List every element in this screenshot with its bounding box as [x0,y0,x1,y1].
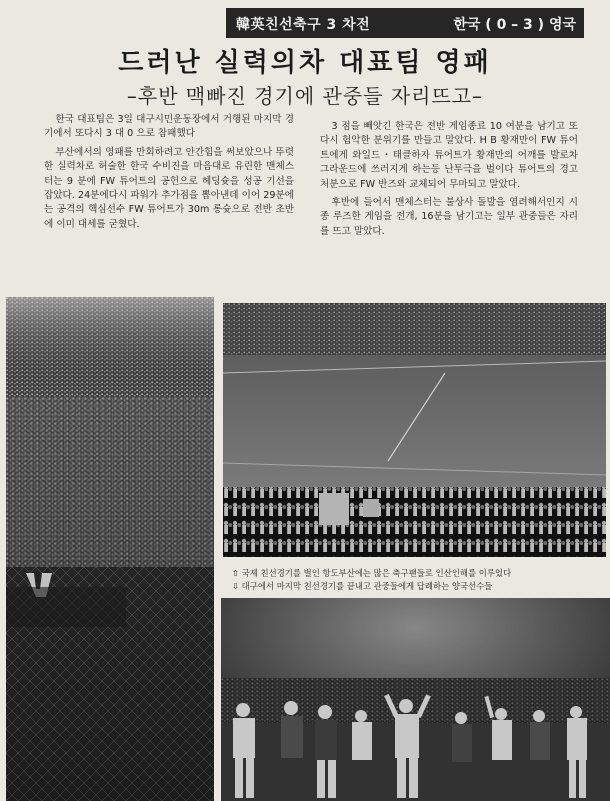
subheadline: –후반 맥빠진 경기에 관중들 자리뜨고– [126,84,484,108]
stadium-field-photo [223,303,606,557]
crowd-stands-photo [6,297,214,801]
article-column-1 [44,113,294,236]
article-column-2 [320,120,578,243]
headline: 드러난 실력의차 대표팀 영패 [118,48,492,78]
article-paragraph: 후반에 들어서 맨체스터는 불상사 돌발을 염려해서인지 시종 루즈한 게임을 전개, 16분을 남기고는 일부 관중들은 자리를 뜨고 말았다. [320,197,578,237]
series-title: 韓英친선축구 3 차전 [236,17,371,33]
score-line: 한국 ( 0 – 3 ) 영국 [453,17,576,33]
article-paragraph: 부산에서의 영패를 만회하려고 안간힘을 써보았으나 뚜렷한 실력차로 허술한 한국 수비진을 마음대로 유린한 맨체스터는 9 분에 FW 튜어트의 공헌으로 헤딩슛을 성공 기선을 잡았다. 24분에다시 파워가 추가점을 뽑아낸데 이어 29분에는 공격의 핵심선수 FW 튜어트가 30m 롱슛으로 전반 초반에 이미 대세를 굳혔다. [44,146,294,230]
article-paragraph: 3 점을 빼앗긴 한국은 전반 게임종료 10 여분을 남기고 또다시 험악한 분위기를 만들고 말았다. H B 황재만이 FW 튜어트에게 와일드・태클하자 튜어트가 황재만의 어깨를 발로차 그라운드에 쓰러지게 하는등 난투극을 벌이다 튜어트의 경고 처분으로 FW 반즈와 교체되어 무마되고 말았다. [320,121,578,190]
series-banner [226,8,584,38]
photo-caption: ⇧ 국제 친선경기를 벌인 항도부산에는 많은 축구팬들로 인산인해를 이루었다 [232,568,512,578]
players-greeting-photo [221,598,610,801]
photo-caption: ⇩ 대구에서 마지막 친선경기를 끝내고 관중들에게 답례하는 양국선수들 [232,581,493,591]
article-paragraph: 한국 대표팀은 3일 대구시민운동장에서 거행된 마지막 경기에서 또다시 3 대 0 으로 참패했다 [44,114,294,140]
